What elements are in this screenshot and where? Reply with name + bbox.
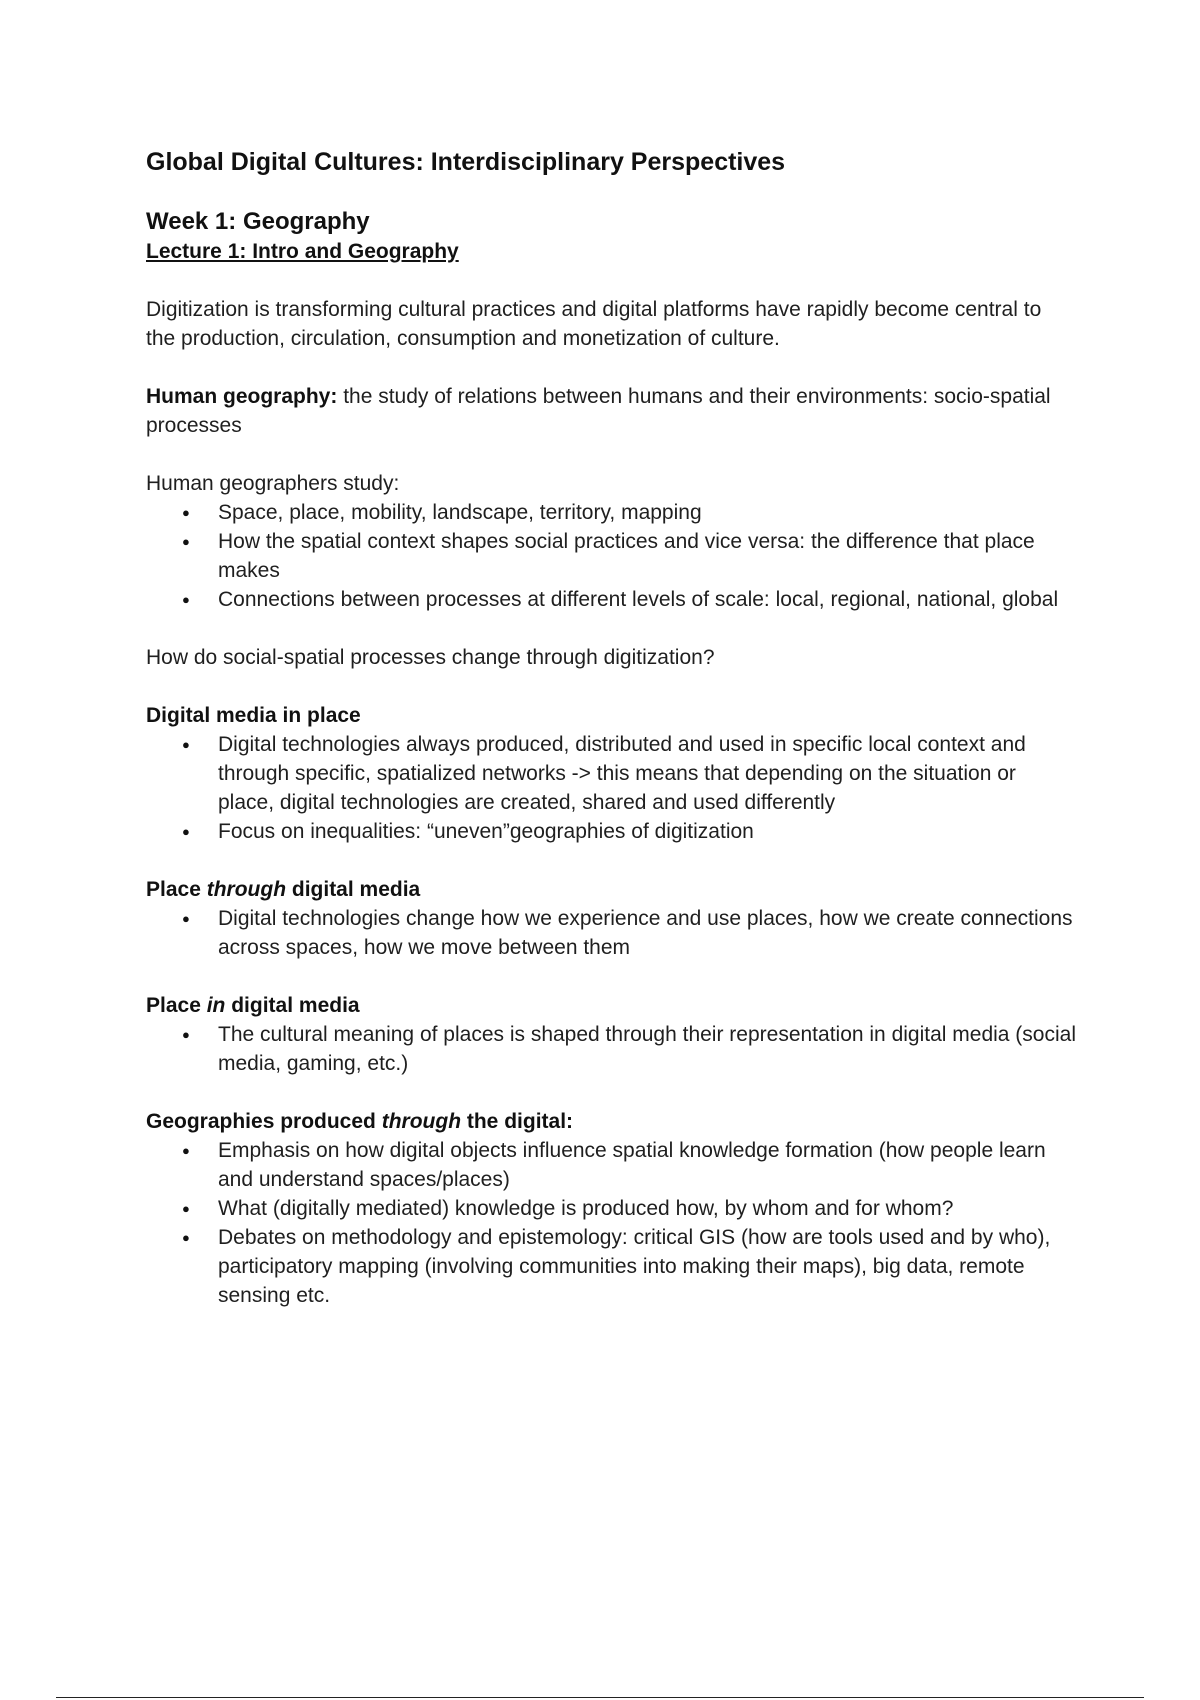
list-item: ● How the spatial context shapes social practices and vice versa: the difference that place makes bbox=[218, 527, 1076, 585]
human-geography-term: Human geography: bbox=[146, 385, 338, 408]
heading-part: digital media bbox=[225, 994, 360, 1017]
week-heading: Week 1: Geography bbox=[146, 208, 370, 235]
list-item: ● Space, place, mobility, landscape, territory, mapping bbox=[218, 498, 1076, 527]
lecture-heading: Lecture 1: Intro and Geography bbox=[146, 240, 459, 263]
section-list-in-media bbox=[146, 1020, 1076, 1078]
intro-paragraph: Digitization is transforming cultural practices and digital platforms have rapidly become central to the production, circulation, consumption and monetization of culture. bbox=[146, 298, 1042, 350]
heading-emphasis: through bbox=[381, 1110, 462, 1133]
list-item: ● Debates on methodology and epistemology: critical GIS (how are tools used and by who), participatory mapping (involving communities into making their maps), big data, remote sensing etc. bbox=[218, 1223, 1076, 1310]
section-list-produced bbox=[146, 1136, 1076, 1310]
section-heading-in-place: Digital media in place bbox=[146, 704, 361, 727]
heading-part: Place bbox=[146, 878, 207, 901]
list-item: ● Digital technologies always produced, distributed and used in specific local context and through specific, spatialized networks -> this means that depending on the situation or place, digital technologies are created, shared and used differently bbox=[218, 730, 1076, 817]
document-page bbox=[146, 146, 1076, 1339]
list-item: ● Connections between processes at different levels of scale: local, regional, national, global bbox=[218, 585, 1076, 614]
section-list-in-place bbox=[146, 730, 1076, 846]
question-paragraph: How do social-spatial processes change through digitization? bbox=[146, 646, 715, 669]
list-item: ● Digital technologies change how we experience and use places, how we create connections across spaces, how we move between them bbox=[218, 904, 1076, 962]
section-heading-produced bbox=[146, 1107, 1076, 1136]
section-list-through bbox=[146, 904, 1076, 962]
section-heading-in-media bbox=[146, 991, 1076, 1020]
list-item: ● Focus on inequalities: “uneven”geographies of digitization bbox=[218, 817, 1076, 846]
human-geography-text: the study of relations between humans and their environments: socio-spatial processes bbox=[146, 385, 1051, 437]
section-heading-through bbox=[146, 875, 1076, 904]
document-title: Global Digital Cultures: Interdisciplinary Perspectives bbox=[146, 148, 786, 176]
geographers-lead: Human geographers study: bbox=[146, 472, 400, 495]
heading-emphasis: through bbox=[206, 878, 287, 901]
heading-part: Place bbox=[146, 994, 207, 1017]
heading-part: digital media bbox=[286, 878, 421, 901]
list-item: ● What (digitally mediated) knowledge is produced how, by whom and for whom? bbox=[218, 1194, 1076, 1223]
footer-divider bbox=[56, 1697, 1144, 1698]
geographers-list bbox=[146, 498, 1076, 614]
heading-emphasis: in bbox=[206, 994, 226, 1017]
list-item: ● Emphasis on how digital objects influence spatial knowledge formation (how people learn and understand spaces/places) bbox=[218, 1136, 1076, 1194]
human-geography-definition bbox=[146, 382, 1076, 440]
heading-part: the digital: bbox=[461, 1110, 574, 1133]
list-item: ● The cultural meaning of places is shaped through their representation in digital media (social media, gaming, etc.) bbox=[218, 1020, 1076, 1078]
heading-part: Geographies produced bbox=[146, 1110, 382, 1133]
